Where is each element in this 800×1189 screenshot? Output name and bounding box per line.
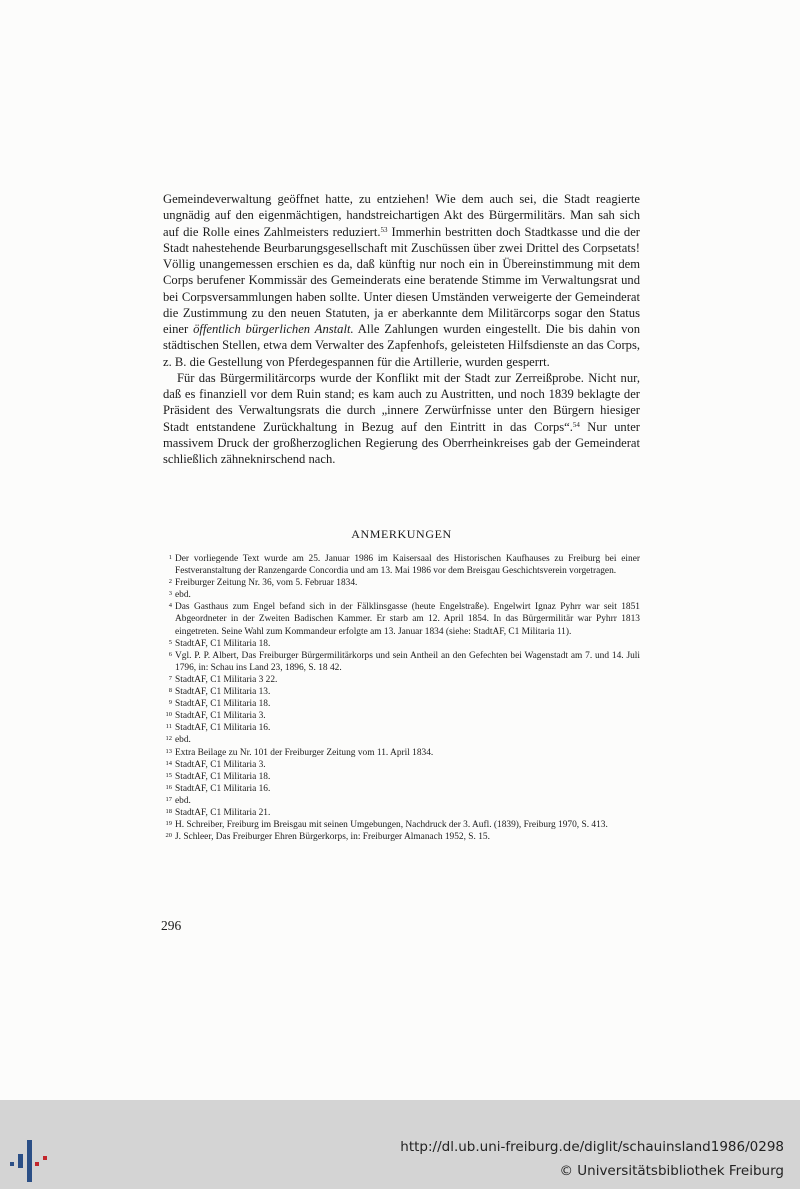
- footnote-text: ebd.: [175, 735, 191, 746]
- footnote-number: 4: [168, 602, 172, 610]
- footnote-text: J. Schleer, Das Freiburger Ehren Bürgerkorps, in: Freiburger Almanach 1952, S. 15.: [175, 832, 490, 843]
- footnote-text: StadtAF, C1 Militaria 16.: [175, 723, 271, 734]
- notes-list: [163, 553, 640, 843]
- footnote-text: StadtAF, C1 Militaria 18.: [175, 771, 271, 782]
- paragraph-2: Für das Bürgermilitärcorps wurde der Konflikt mit der Stadt zur Zerreißprobe. Nicht nur, daß es finanziell vor dem Ruin stand; es kam auch zu Austritten, und noch 1839 beklagte der Präsident des Verwaltungsrats die durch „innere Zerwürfnisse unter den Bürgern hiesiger Stadt entstandene Zurückhaltung in Bezug auf den Eintritt in das Corps“.$^{54}$ Nur unter massivem Druck der großherzoglichen Regierung des Oberrheinkreises gab der Gemeinderat schließlich zähneknirschend nach.: [163, 370, 641, 466]
- footnote-text: H. Schreiber, Freiburg im Breisgau mit seinen Umgebungen, Nachdruck der 3. Aufl. (1839), Freiburg 1970, S. 413.: [175, 820, 608, 831]
- footnote-number: 10: [165, 711, 172, 719]
- footnote-ref-54[interactable]: 54: [572, 420, 580, 429]
- footnote-item: [163, 759, 640, 771]
- footnote-item: [163, 722, 640, 734]
- footnote-item: [163, 577, 640, 589]
- footnote-item: [163, 807, 640, 819]
- footnote-number: 15: [165, 771, 172, 779]
- footnote-item: [163, 650, 640, 674]
- footnote-number: 5: [168, 638, 172, 646]
- footnote-text: Das Gasthaus zum Engel befand sich in der Fälklinsgasse (heute Engelstraße). Engelwirt Ignaz Pyhrr war seit 1851 Abgeordneter in der Zweiten Badischen Kammer. Er starb am 12. April 1854. In das Bürgermilitär war Pyhrr 1813 eingetreten. Seine Wahl zum Kommandeur erfolgte am 13. Januar 1834 (siehe: StadtAF, C1 Militaria 11).: [175, 602, 640, 637]
- footnote-number: 2: [168, 578, 172, 586]
- footnote-number: 16: [165, 783, 172, 791]
- page-number: 296: [161, 918, 182, 933]
- footnote-item: [163, 819, 640, 831]
- paragraph-1: Gemeindeverwaltung geöffnet hatte, zu entziehen! Wie dem auch sei, die Stadt reagierte ungnädig auf den eigenmächtigen, handstreichartigen Akt des Bürgermilitärs. Man sah sich auf die Rolle eines Zahlmeisters reduziert.$^{53}$ Immerhin bestritten doch Stadtkasse und die der Stadt nahestehende Beurbarungsgesellschaft mit Zuschüssen über zwei Drittel des Corpsetats! Völlig unangemessen erschien es da, daß künftig nur noch ein in Übereinstimmung mit dem Corps berufener Kommissär des Gemeinderats eine beratende Stimme im Verwaltungsrat und bei Corpsversammlungen haben sollte. Unter diesen Umständen verweigerte der Gemeinderat die Zustimmung zu den neuen Statuten, ja er aberkannte dem Militärcorps sogar den Status einer öffentlich bürgerlichen Anstalt. Alle Zahlungen wurden eingestellt. Die bis dahin von städtischen Stellen, etwa dem Verwalter des Zapfenhofs, geleisteten Hilfsdienste an das Corps, z. B. die Gestellung von Pferdegespannen für die Artillerie, wurden gesperrt.: [163, 192, 640, 369]
- footnote-text: StadtAF, C1 Militaria 16.: [175, 783, 271, 794]
- footnote-text: ebd.: [175, 590, 191, 601]
- footnote-item: [163, 601, 640, 637]
- footnote-number: 18: [165, 807, 172, 815]
- footnote-item: [163, 553, 640, 577]
- footnote-item: [163, 589, 640, 601]
- footnote-text: StadtAF, C1 Militaria 3.: [175, 711, 266, 722]
- footnote-item: [163, 783, 640, 795]
- footnote-number: 19: [165, 820, 172, 828]
- footnote-number: 13: [165, 747, 172, 755]
- footnote-number: 8: [168, 687, 172, 695]
- notes-heading: ANMERKUNGEN: [351, 527, 452, 541]
- footnote-number: 7: [168, 674, 172, 682]
- ub-freiburg-logo-icon[interactable]: [10, 1140, 50, 1182]
- footnote-text: Vgl. P. P. Albert, Das Freiburger Bürgermilitärkorps und sein Antheil an den Gefechten bei Wagenstadt am 7. und 14. Juli 1796, in: Schau ins Land 23, 1896, S. 18 42.: [175, 650, 640, 673]
- footnote-number: 3: [168, 590, 172, 598]
- footnote-item: [163, 710, 640, 722]
- footnote-number: 20: [165, 832, 172, 840]
- footnote-item: [163, 747, 640, 759]
- footnote-item: [163, 638, 640, 650]
- footnote-text: StadtAF, C1 Militaria 18.: [175, 638, 271, 649]
- footnote-number: 6: [168, 650, 172, 658]
- footnote-text: Extra Beilage zu Nr. 101 der Freiburger Zeitung vom 11. April 1834.: [175, 747, 434, 758]
- footnote-text: Freiburger Zeitung Nr. 36, vom 5. Februar 1834.: [175, 578, 358, 589]
- footnote-text: StadtAF, C1 Militaria 21.: [175, 807, 271, 818]
- footnote-text: StadtAF, C1 Militaria 3.: [175, 759, 266, 770]
- footnote-item: [163, 771, 640, 783]
- permalink-url[interactable]: http://dl.ub.uni-freiburg.de/diglit/schauinsland1986/0298: [400, 1139, 784, 1155]
- footnote-text: StadtAF, C1 Militaria 13.: [175, 687, 271, 698]
- emphasized-phrase: öffentlich bürgerlichen Anstalt.: [193, 322, 354, 336]
- footnote-ref-53[interactable]: 53: [380, 225, 388, 234]
- footnote-number: 9: [168, 699, 172, 707]
- footnote-item: [163, 686, 640, 698]
- footnote-item: [163, 674, 640, 686]
- footnote-text: StadtAF, C1 Militaria 3 22.: [175, 674, 278, 685]
- footnote-number: 11: [165, 723, 172, 731]
- footnote-item: [163, 795, 640, 807]
- footnote-text: ebd.: [175, 795, 191, 806]
- footnote-number: 14: [165, 759, 172, 767]
- copyright-notice: © Universitätsbibliothek Freiburg: [559, 1163, 784, 1179]
- footnote-number: 12: [165, 735, 172, 743]
- footnote-text: Der vorliegende Text wurde am 25. Januar 1986 im Kaisersaal des Historischen Kaufhauses zu Freiburg bei einer Festveranstaltung der Ranzengarde Concordia und am 13. Mai 1986 vor dem Breisgau Geschichtsverein vorgetragen.: [175, 554, 640, 577]
- footnote-number: 17: [165, 795, 172, 803]
- body-text: [163, 191, 640, 467]
- footnote-item: [163, 734, 640, 746]
- footnote-text: StadtAF, C1 Militaria 18.: [175, 699, 271, 710]
- footnote-item: [163, 698, 640, 710]
- footnote-number: 1: [168, 554, 172, 561]
- footnote-item: [163, 831, 640, 843]
